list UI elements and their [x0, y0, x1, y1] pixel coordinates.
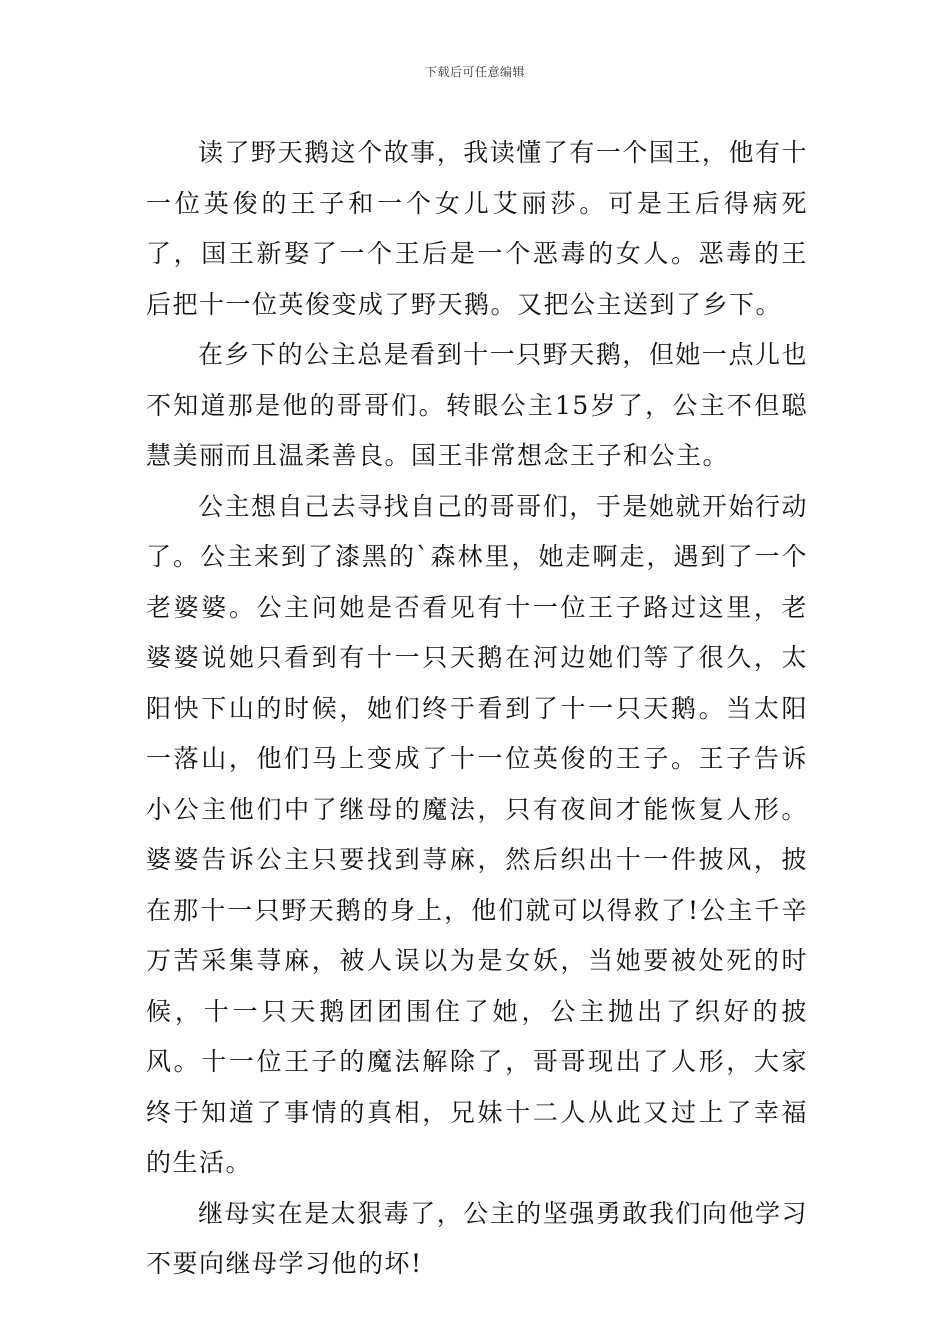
page-header: 下载后可任意编辑 — [424, 65, 525, 79]
paragraph-4: 继母实在是太狠毒了，公主的坚强勇敢我们向他学习不要向继母学习他的坏! — [146, 1198, 808, 1278]
paragraph-2: 在乡下的公主总是看到十一只野天鹅，但她一点儿也不知道那是他的哥哥们。转眼公主15岁了，公主不但聪慧美丽而且温柔善良。国王非常想念王子和公主。 — [146, 340, 808, 470]
paragraph-3: 公主想自己去寻找自己的哥哥们，于是她就开始行动了。公主来到了漆黑的`森林里，她走啊走，遇到了一个老婆婆。公主问她是否看见有十一位王子路过这里，老婆婆说她只看到有十一只天鹅在河边她们等了很久，太阳快下山的时候，她们终于看到了十一只天鹅。当太阳一落山，他们马上变成了十一位英俊的王子。王子告诉小公主他们中了继母的魔法，只有夜间才能恢复人形。婆婆告诉公主只要找到荨麻，然后织出十一件披风，披在那十一只野天鹅的身上，他们就可以得救了!公主千辛万苦采集荨麻，被人误以为是女妖，当她要被处死的时候，十一只天鹅团团围住了她，公主抛出了织好的披风。十一位王子的魔法解除了，哥哥现出了人形，大家终于知道了事情的真相，兄妹十二人从此又过上了幸福的生活。 — [146, 491, 808, 1177]
paragraph-1: 读了野天鹅这个故事，我读懂了有一个国王，他有十一位英俊的王子和一个女儿艾丽莎。可是王后得病死了，国王新娶了一个王后是一个恶毒的女人。恶毒的王后把十一位英俊变成了野天鹅。又把公主送到了乡下。 — [146, 138, 808, 319]
document-body — [146, 128, 808, 1290]
